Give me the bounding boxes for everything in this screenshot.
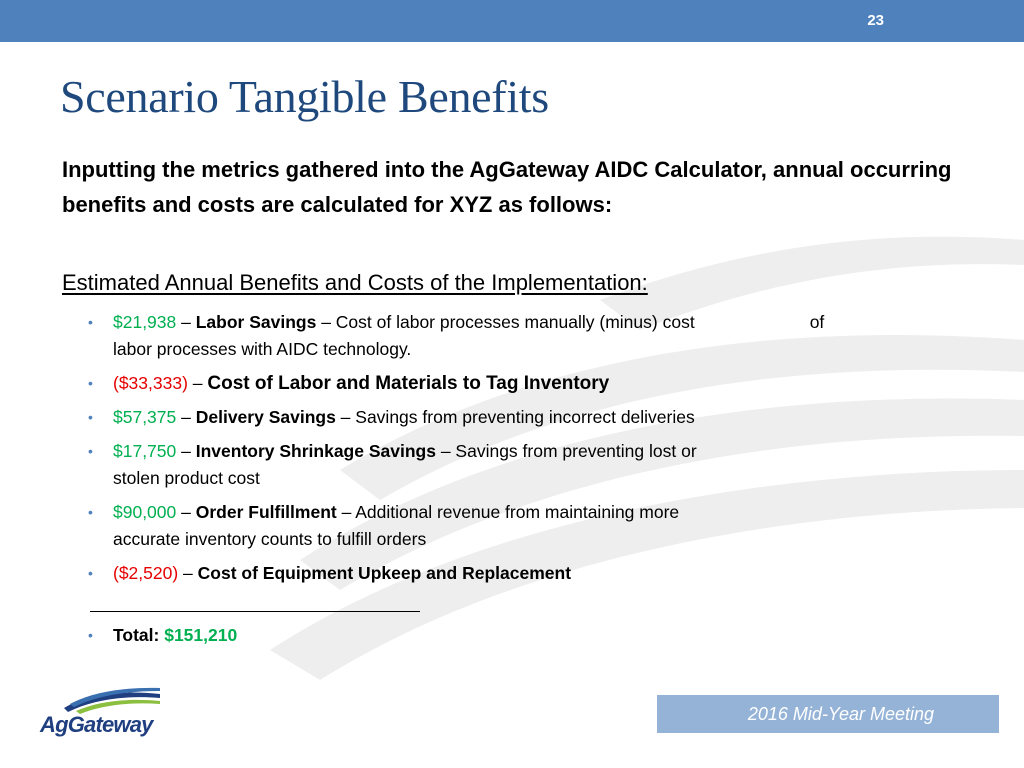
item-label: Cost of Labor and Materials to Tag Inventory	[207, 373, 610, 394]
item-label: Cost of Equipment Upkeep and Replacement	[197, 563, 572, 583]
item-label: Labor Savings	[195, 312, 317, 332]
item-separator: –	[316, 312, 336, 332]
item-description-continued: labor processes with AIDC technology.	[113, 339, 412, 359]
section-heading: Estimated Annual Benefits and Costs of the Implementation:	[62, 270, 648, 295]
item-label: Order Fulfillment	[195, 502, 337, 522]
item-amount: ($2,520)	[113, 563, 179, 583]
intro-text: Inputting the metrics gathered into the AgGateway AIDC Calculator, annual occurring benefits and costs are calculated for XYZ as follows:	[62, 157, 952, 217]
benefits-list	[88, 309, 928, 594]
item-label: Inventory Shrinkage Savings	[195, 441, 436, 461]
item-description-continued: stolen product cost	[113, 468, 260, 488]
total-divider	[90, 611, 420, 612]
slide-title: Scenario Tangible Benefits	[60, 71, 549, 122]
item-description: Additional revenue from maintaining more	[355, 502, 680, 522]
total-value: $151,210	[164, 625, 238, 645]
bullet-dot-icon: •	[88, 627, 93, 643]
item-separator: –	[435, 441, 456, 461]
item-separator: –	[176, 502, 196, 522]
list-item	[88, 309, 928, 363]
total-label: Total:	[113, 625, 160, 645]
list-item	[88, 370, 928, 397]
bullet-dot-icon: •	[88, 314, 93, 330]
aggateway-logo	[40, 686, 170, 742]
footer-box	[657, 695, 999, 733]
header-bar	[0, 0, 1024, 42]
item-description-continued: accurate inventory counts to fulfill orders	[113, 529, 427, 549]
list-item	[88, 560, 928, 587]
item-amount: $90,000	[113, 502, 177, 522]
list-item	[88, 438, 928, 492]
total-row	[88, 622, 237, 649]
logo-text: AgGateway	[40, 712, 153, 737]
page-number: 23	[867, 12, 884, 29]
item-separator: –	[176, 407, 196, 427]
item-amount: $21,938	[113, 312, 177, 332]
item-separator: –	[178, 563, 198, 583]
footer-text: 2016 Mid-Year Meeting	[747, 704, 934, 724]
bullet-dot-icon: •	[88, 375, 93, 391]
bullet-dot-icon: •	[88, 504, 93, 520]
item-description-tail: of	[809, 312, 825, 332]
bullet-dot-icon: •	[88, 565, 93, 581]
item-description: Savings from preventing incorrect deliveries	[355, 407, 695, 427]
item-separator: –	[176, 312, 196, 332]
item-description: Cost of labor processes manually (minus) cost	[335, 312, 695, 332]
item-description: Savings from preventing lost or	[455, 441, 697, 461]
item-amount: ($33,333)	[113, 373, 188, 393]
item-separator: –	[336, 502, 356, 522]
item-amount: $57,375	[113, 407, 177, 427]
item-amount: $17,750	[113, 441, 177, 461]
list-item	[88, 404, 928, 431]
item-separator: –	[176, 441, 196, 461]
bullet-dot-icon: •	[88, 443, 93, 459]
item-separator: –	[335, 407, 356, 427]
bullet-dot-icon: •	[88, 409, 93, 425]
item-label: Delivery Savings	[195, 407, 336, 427]
item-separator: –	[187, 373, 208, 393]
list-item	[88, 499, 928, 553]
